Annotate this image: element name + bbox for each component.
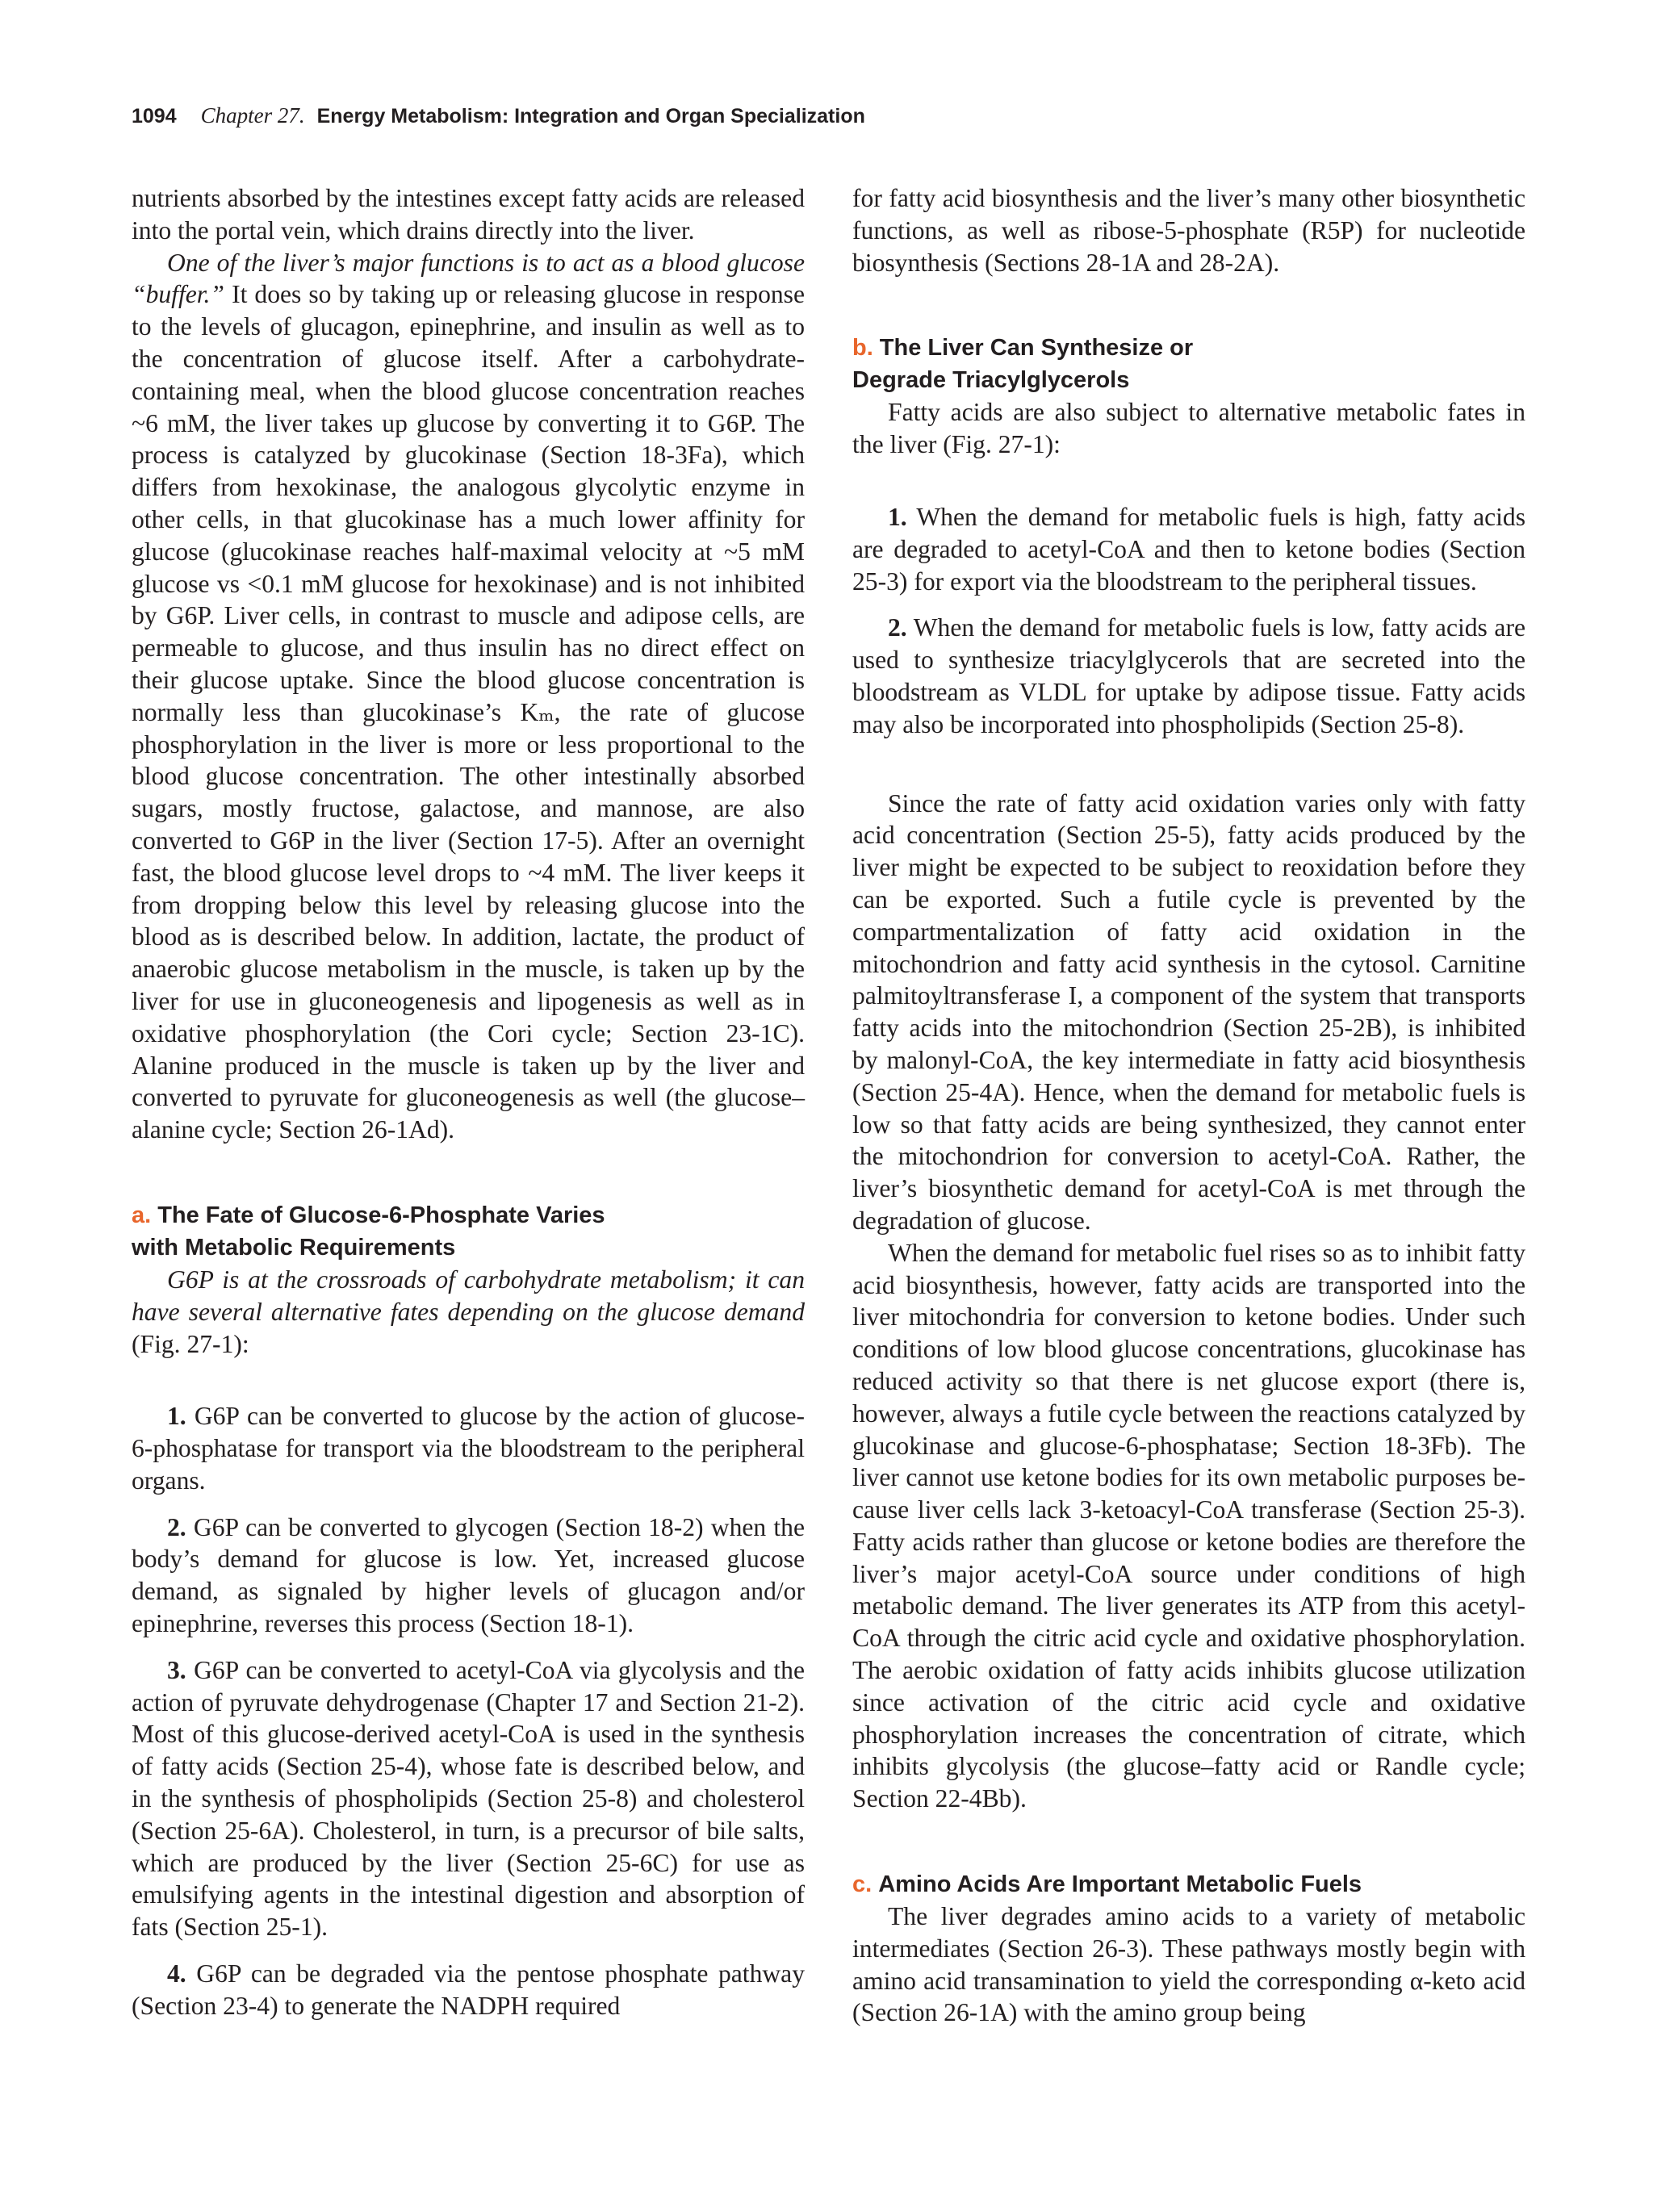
item-text: G6P can be converted to glucose by the action of glucose-6-phosphatase for transport via the bloodstream to the peripheral organs. <box>132 1402 805 1495</box>
running-head <box>132 99 1520 132</box>
chapter-label: Chapter 27. <box>200 103 305 128</box>
paragraph: Fatty acids are also subject to alternative metabolic fates in the liver (Fig. 27-1): <box>852 398 1525 459</box>
heading-text: Degrade Triacylglycerols <box>852 367 1130 394</box>
list-item <box>132 1512 805 1640</box>
item-text: When the demand for metabolic fuels is high, fatty acids are degraded to acetyl-CoA and then to ketone bodies (Section 25-3) for export via the bloodstream to the peripheral tissues. <box>852 502 1525 596</box>
heading-text: The Fate of Glucose-6-Phosphate Varies <box>157 1202 605 1228</box>
item-text: G6P can be degraded via the pentose phosphate pathway (Section 23-4) to generate the NADPH required <box>132 1959 805 2020</box>
left-column <box>132 182 805 2022</box>
item-number: 1. <box>167 1402 186 1431</box>
item-text: G6P can be converted to glycogen (Section 18-2) when the body’s demand for glucose is low. Yet, increased glucose demand, as signaled by higher levels of glucagon and/or epinephrine, reverses this process (Section 18-1). <box>132 1512 805 1638</box>
item-text: When the demand for metabolic fuels is low, fatty acids are used to synthesize triacylglycerols that are secreted into the bloodstream as VLDL for uptake by adipose tissue. Fatty acids may also be incorporated into phospholipids (Section 25-8). <box>852 613 1525 738</box>
heading-text: with Metabolic Requirements <box>132 1234 456 1261</box>
item-text: G6P can be converted to acetyl-CoA via glycolysis and the action of pyruvate dehydrogenase (Chapter 17 and Section 21-2). Most of this glucose-derived acetyl-CoA is used in the synthesis of fatty acids (Section 25-4), whose fate is described below, and in the synthesis of phospholipids (Section 25-8) and cholesterol (Section 25-6A). Cholesterol, in turn, is a precursor of bile salts, which are produced by the liver (Section 25-6C) for use as emulsifying agents in the intestinal digestion and absorption of fats (Section 25-1). <box>132 1655 805 1942</box>
item-number: 2. <box>167 1512 186 1541</box>
item-number: 1. <box>888 502 907 531</box>
list-item <box>852 501 1525 597</box>
page-number: 1094 <box>132 105 177 128</box>
paragraph: for fatty acid biosynthesis and the liver’s many other biosynthetic functions, as well as ribose-5-phosphate (R5P) for nucleotide biosynthesis (Sections 28-1A and 28-2A). <box>852 184 1525 277</box>
item-number: 4. <box>167 1959 186 1988</box>
paragraph: The liver degrades amino acids to a variety of metabolic intermediates (Section 26-3). These pathways mostly begin with amino acid transamination to yield the corresponding α-keto acid (Section 26-1A) with the amino group being <box>852 1902 1525 2027</box>
chapter-title: Energy Metabolism: Integration and Organ Specialization <box>316 105 865 128</box>
body-text: It does so by taking up or releasing glucose in response to the levels of glucagon, epinephrine, and insulin as well as to the concentration of glucose itself. After a carbohydrate-containing meal, when the blood glucose concentration reaches ~6 mM, the liver takes up glucose by converting it to G6P. The process is catalyzed by glucokinase (Section 18-3Fa), which differs from hexokinase, the analogous glycolytic enzyme in other cells, in that glucokinase has a much lower affinity for glucose (glucokinase reaches half-maximal velocity at ~5 mM glucose vs <0.1 mM glucose for hexokinase) and is not inhibited by G6P. Liver cells, in contrast to muscle and adipose cells, are permeable to glucose, and thus insulin has no direct effect on their glucose uptake. Since the blood glucose concentration is normally less than glucokinase’s Kₘ, the rate of glucose phosphorylation in the liver is more or less proportional to the blood glucose concentration. The other intestinally absorbed sugars, mostly fructose, galactose, and mannose, are also converted to G6P in the liver (Section 17-5). After an overnight fast, the blood glucose level drops to ~4 mM. The liver keeps it from dropping below this level by releasing glucose into the blood as is described below. In addition, lactate, the product of anaerobic glucose metabolism in the muscle, is taken up by the liver for use in gluconeogenesis and lipogenesis as well as in oxidative phosphorylation (the Cori cycle; Section 23-1C). Alanine produced in the muscle is taken up by the liver and converted to pyruvate for gluconeogenesis as well (the glucose–alanine cycle; Section 26-1Ad). <box>132 280 805 1144</box>
section-heading-c <box>852 1868 1525 1900</box>
heading-text: The Liver Can Synthesize or <box>879 335 1194 362</box>
italic-text: G6P is at the crossroads of carbohydrate metabolism; it can have several alternative fates depending on the glucose demand <box>132 1265 805 1326</box>
heading-letter: b. <box>852 335 873 362</box>
item-number: 2. <box>888 613 907 642</box>
list-item <box>852 612 1525 740</box>
heading-text: Amino Acids Are Important Metabolic Fuels <box>878 1871 1362 1898</box>
body-text: (Fig. 27-1): <box>132 1329 249 1358</box>
right-column <box>852 182 1525 2029</box>
list-item <box>132 1958 805 2022</box>
paragraph: Since the rate of fatty acid oxidation varies only with fatty acid concentration (Section 25-5), fatty acids produced by the liver might be expected to be subject to reoxidation before they can be exported. Such a futile cycle is prevented by the compartmentalization of fatty acid oxidation in the mitochondrion and fatty acid synthesis in the cytosol. Carnitine palmitoyltransferase I, a component of the system that transports fatty acids into the mitochondrion (Section 25-2B), is inhibited by malonyl-CoA, the key intermediate in fatty acid biosynthesis (Section 25-4A). Hence, when the demand for metabolic fuels is low so that fatty acids are being synthesized, they cannot enter the mitochondrion for conversion to acetyl-CoA. Rather, the liver’s biosynthetic demand for acetyl-CoA is met through the degradation of glucose. <box>852 788 1525 1235</box>
item-number: 3. <box>167 1655 186 1684</box>
section-heading-b <box>852 332 1525 396</box>
paragraph: nutrients absorbed by the intestines except fatty acids are released into the portal vein, which drains directly into the liver. <box>132 184 805 245</box>
paragraph <box>132 247 805 1146</box>
paragraph: When the demand for metabolic fuel rises so as to inhibit fatty acid biosynthesis, however, fatty acids are transported into the liver mitochondria for conversion to ketone bodies. Under such conditions of low blood glucose concentrations, glucokinase has reduced activity so that there is net glucose export (there is, however, always a futile cycle between the reactions catalyzed by glucokinase and glucose-6-phosphatase; Section 18-3Fb). The liver cannot use ketone bodies for its own metabolic purposes because liver cells lack 3-ketoacyl-CoA transferase (Section 25-3). Fatty acids rather than glucose or ketone bodies are therefore the liver’s major acetyl-CoA source under conditions of high metabolic demand. The liver generates its ATP from this acetyl-CoA through the citric acid cycle and oxidative phosphorylation. The aerobic oxidation of fatty acids inhibits glucose utilization since activation of the citric acid cycle and oxidative phosphorylation increases the concentration of citrate, which inhibits glycolysis (the glucose–fatty acid or Randle cycle; Section 22-4Bb). <box>852 1238 1525 1813</box>
heading-letter: c. <box>852 1871 873 1898</box>
list-item <box>132 1400 805 1496</box>
heading-letter: a. <box>132 1202 152 1228</box>
paragraph <box>132 1264 805 1360</box>
italic-text: One of the liver’s major functions is to act as a blood glucose “buffer.” <box>132 248 805 309</box>
list-item <box>132 1654 805 1943</box>
section-heading-a <box>132 1199 805 1264</box>
